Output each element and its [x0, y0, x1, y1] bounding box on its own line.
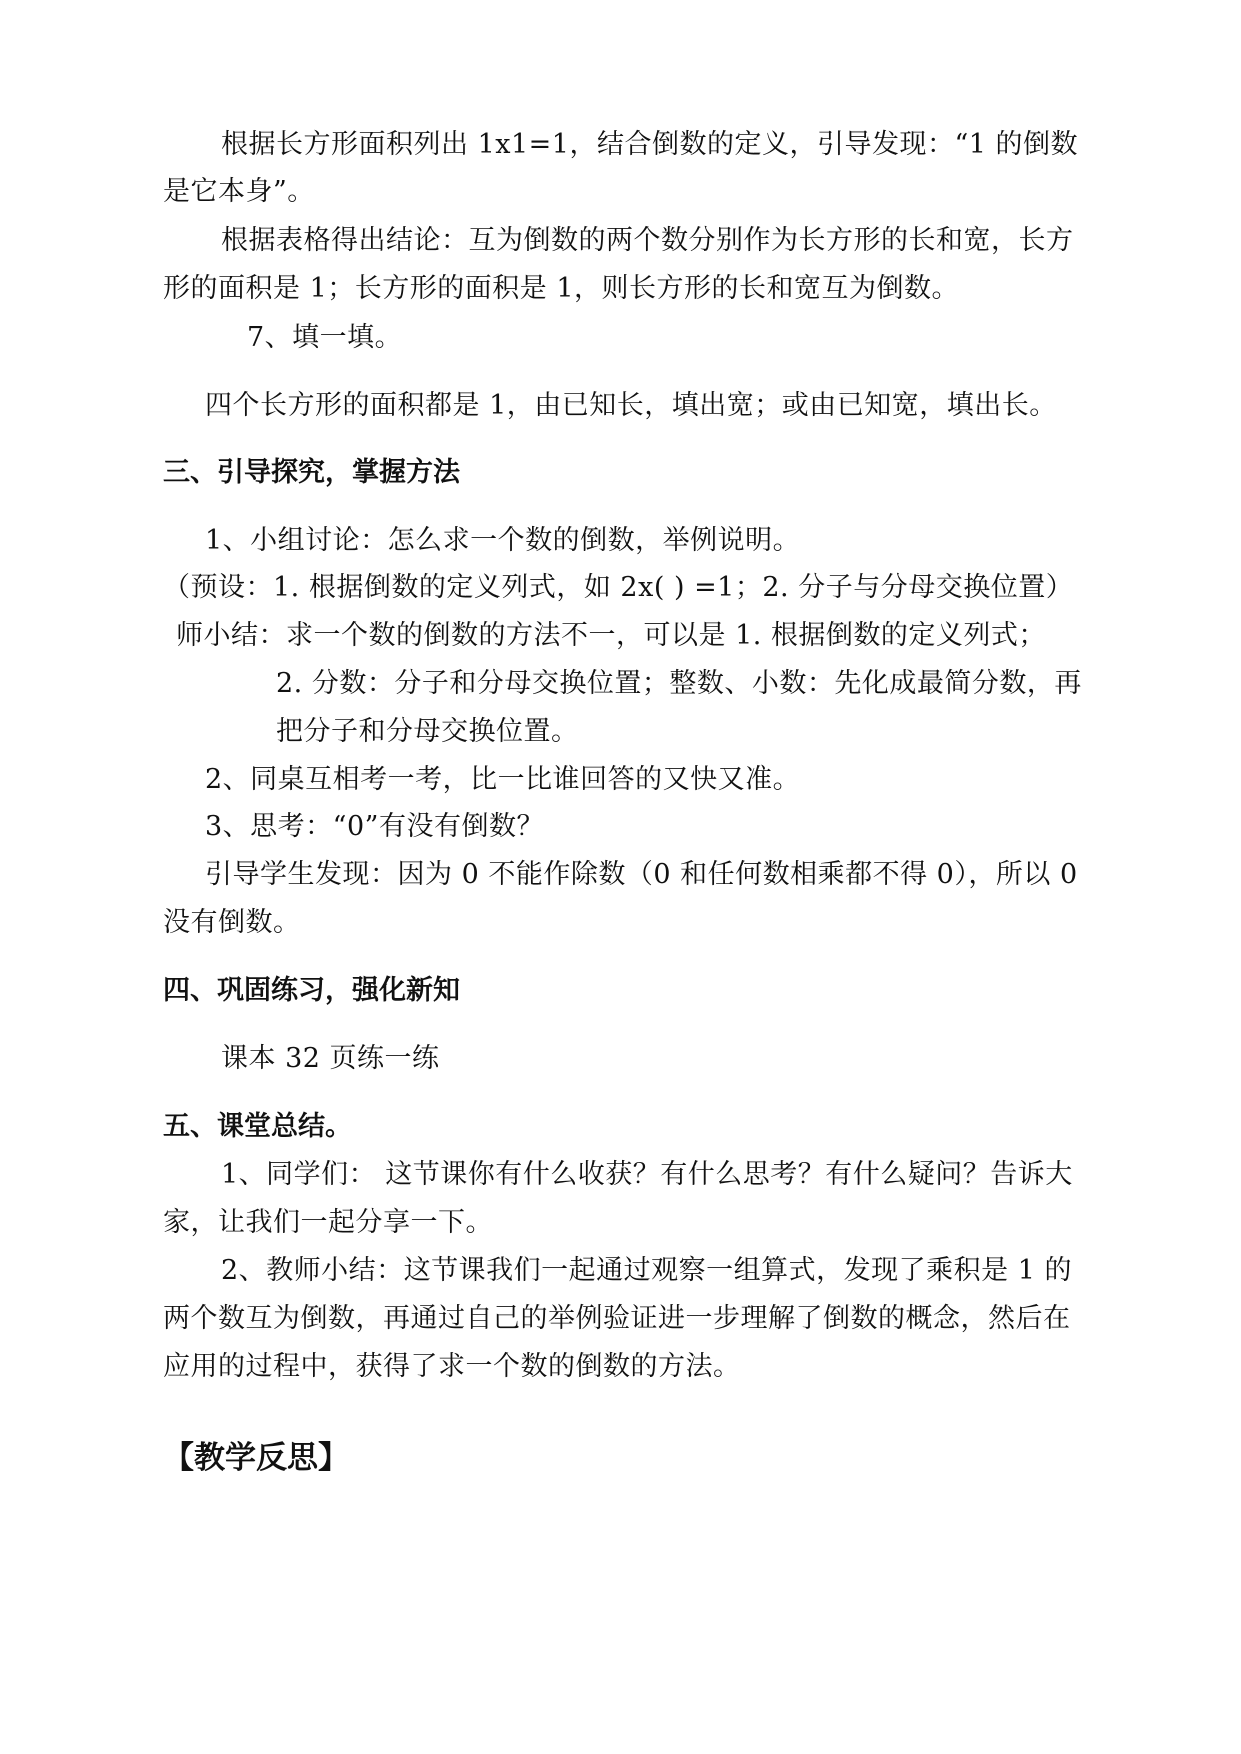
- list-item: 1、小组讨论：怎么求一个数的倒数，举例说明。: [205, 525, 801, 556]
- paragraph-line: 四个长方形的面积都是 1，由已知长，填出宽；或由已知宽，填出长。: [205, 390, 1057, 421]
- section-heading: 四、巩固练习，强化新知: [163, 975, 460, 1006]
- paragraph-line: 课本 32 页练一练: [221, 1043, 440, 1074]
- paragraph-line: 根据长方形面积列出 1x1=1，结合倒数的定义，引导发现：“1 的倒数: [221, 129, 1079, 160]
- paragraph-line: 没有倒数。: [163, 907, 301, 938]
- paragraph-line: 2. 分数：分子和分母交换位置；整数、小数：先化成最简分数，再: [276, 668, 1082, 699]
- paragraph-line: （预设：1. 根据倒数的定义列式，如 2x( ) =1；2. 分子与分母交换位置）: [163, 572, 1074, 603]
- list-item: 1、同学们： 这节课你有什么收获？有什么思考？有什么疑问？告诉大: [221, 1159, 1073, 1190]
- paragraph-line: 是它本身”。: [163, 176, 315, 207]
- paragraph-line: 家，让我们一起分享一下。: [163, 1207, 493, 1238]
- paragraph-line: 引导学生发现：因为 0 不能作除数（0 和任何数相乘都不得 0），所以 0: [205, 859, 1078, 890]
- reflection-heading: 【教学反思】: [163, 1440, 349, 1476]
- section-heading: 三、引导探究，掌握方法: [163, 457, 460, 488]
- list-item: 3、思考：“0”有没有倒数？: [205, 811, 544, 842]
- paragraph-line: 根据表格得出结论：互为倒数的两个数分别作为长方形的长和宽，长方: [221, 225, 1074, 256]
- list-item: 2、教师小结：这节课我们一起通过观察一组算式，发现了乘积是 1 的: [221, 1255, 1073, 1286]
- paragraph-line: 形的面积是 1；长方形的面积是 1，则长方形的长和宽互为倒数。: [163, 273, 960, 304]
- paragraph-line: 两个数互为倒数，再通过自己的举例验证进一步理解了倒数的概念，然后在: [163, 1303, 1071, 1334]
- section-heading: 五、课堂总结。: [163, 1111, 352, 1142]
- list-item: 2、同桌互相考一考，比一比谁回答的又快又准。: [205, 764, 801, 795]
- list-item: 7、填一填。: [247, 322, 403, 353]
- paragraph-line: 师小结：求一个数的倒数的方法不一，可以是 1. 根据倒数的定义列式；: [176, 620, 1046, 651]
- paragraph-line: 应用的过程中，获得了求一个数的倒数的方法。: [163, 1351, 741, 1382]
- paragraph-line: 把分子和分母交换位置。: [276, 716, 579, 747]
